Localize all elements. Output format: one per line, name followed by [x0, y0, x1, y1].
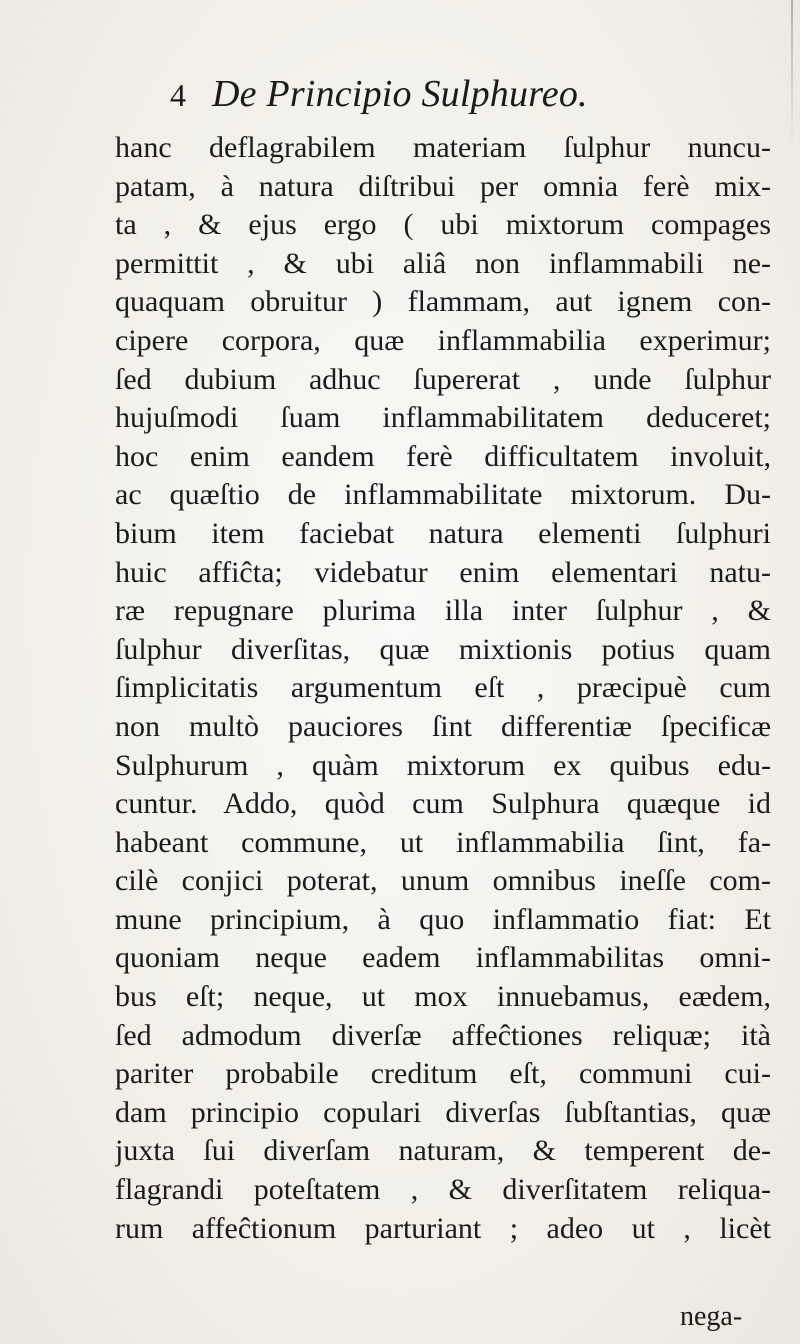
text-line: ſulphur diverſitas, quæ mixtionis potius quam [115, 632, 771, 666]
text-line: hujuſmodi ſuam inflammabilitatem deduceret; [115, 401, 771, 435]
text-line: ſed admodum diverſæ affeĉtiones reliquæ; ità [115, 1018, 771, 1052]
body-text [115, 129, 771, 1248]
text-line: ræ repugnare plurima illa inter ſulphur , & [115, 594, 771, 628]
text-line: non multò pauciores ſint differentiæ ſpecificæ [115, 709, 771, 743]
text-line: quoniam neque eadem inflammabilitas omni- [115, 941, 771, 975]
text-line: hoc enim eandem ferè difficultatem involuit, [115, 439, 771, 473]
text-line: ſed dubium adhuc ſupererat , unde ſulphur [115, 362, 771, 396]
page-number: 4 [170, 77, 186, 113]
text-line: quaquam obruitur ) flammam, aut ignem con- [115, 285, 771, 319]
text-line: cilè conjici poterat, unum omnibus ineſſe com- [115, 864, 771, 898]
text-line: juxta ſui diverſam naturam, & temperent de- [115, 1134, 771, 1168]
text-line: ac quæſtio de inflammabilitate mixtorum. Du- [115, 478, 771, 512]
text-line: mune principium, à quo inflammatio fiat: Et [115, 902, 771, 936]
text-line: ta , & ejus ergo ( ubi mixtorum compages [115, 208, 771, 242]
text-line: dam principio copulari diverſas ſubſtantias, quæ [115, 1095, 771, 1129]
text-line: patam, à natura diſtribui per omnia ferè mix- [115, 169, 771, 203]
text-line: huic affiĉta; videbatur enim elementari natu- [115, 555, 771, 589]
text-line: bus eſt; neque, ut mox innuebamus, eædem, [115, 980, 771, 1014]
text-line: Sulphurum , quàm mixtorum ex quibus edu- [115, 748, 771, 782]
page-edge-shadow [791, 0, 793, 150]
text-line: permittit , & ubi aliâ non inflammabili ne- [115, 246, 771, 280]
catchword: nega- [680, 1301, 743, 1332]
text-line: pariter probabile creditum eſt, communi cui- [115, 1057, 771, 1091]
text-line: flagrandi poteſtatem , & diverſitatem reliqua- [115, 1173, 771, 1207]
running-title: De Principio Sulphureo. [212, 73, 588, 115]
text-line: rum affeĉtionum parturiant ; adeo ut , licèt [115, 1211, 771, 1245]
text-line: hanc deflagrabilem materiam ſulphur nuncu- [115, 131, 771, 164]
text-line: bium item faciebat natura elementi ſulphuri [115, 516, 771, 550]
text-line: ſimplicitatis argumentum eſt , præcipuè cum [115, 671, 771, 705]
text-line: habeant commune, ut inflammabilia ſint, fa- [115, 825, 771, 859]
text-line: cipere corpora, quæ inflammabilia experimur; [115, 323, 771, 357]
running-head [170, 72, 588, 116]
text-line: cuntur. Addo, quòd cum Sulphura quæque id [115, 787, 771, 821]
